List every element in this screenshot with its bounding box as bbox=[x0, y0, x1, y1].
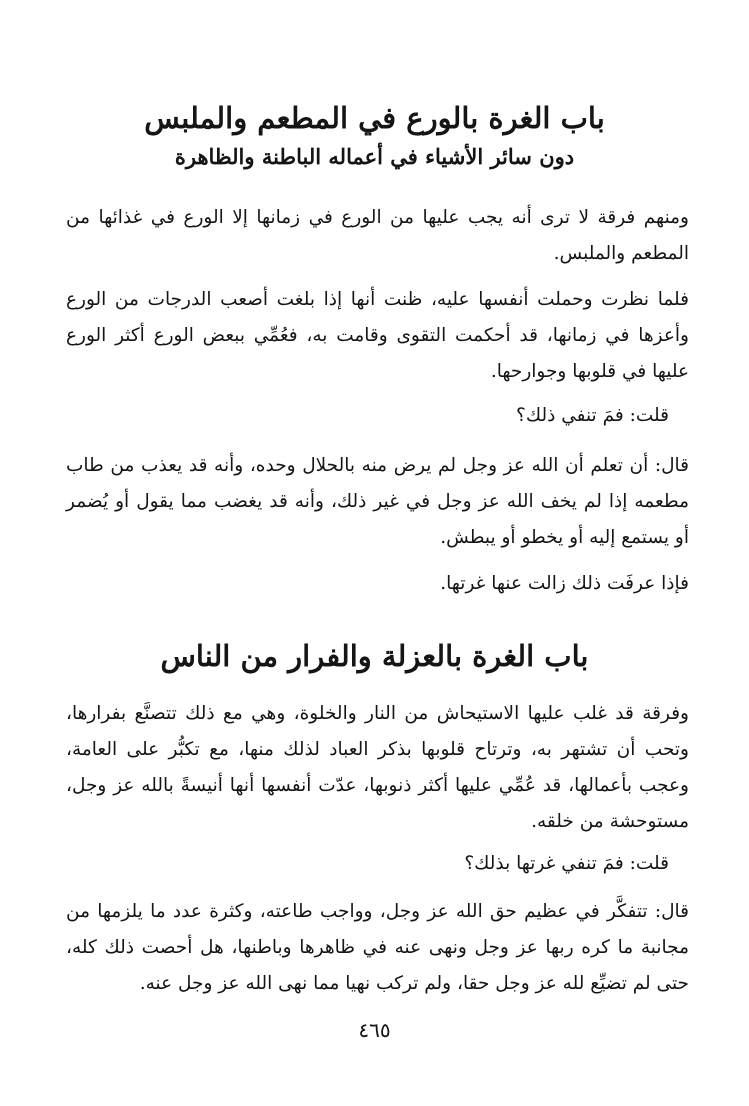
conclusion-line: فإذا عرفَت ذلك زالت عنها غرتها. bbox=[440, 573, 689, 594]
question-line-2: قلت: فمَ تنفي غرتها بذلك؟ bbox=[464, 853, 669, 874]
section-title-wara: باب الغرة بالورع في المطعم والملبس bbox=[144, 101, 605, 135]
paragraph-uzla: وفرقة قد غلب عليها الاستيحاش من النار والخلوة، وهي مع ذلك تتصنَّع بفرارها، وتحب أن تشتهر به، وترتاح قلوبها بذكر العباد لذلك منها، مع تكبُّر على العامة، وعجب بأعمالها، قد عُمِّي عليها أكثر ذنوبها، عدّت أنفسها أنها أنيسةً بالله عز وجل، مستوحشة من خلقه. bbox=[66, 703, 689, 832]
section-title-uzla: باب الغرة بالعزلة والفرار من الناس bbox=[160, 639, 589, 673]
question-line-1: قلت: فمَ تنفي ذلك؟ bbox=[516, 405, 669, 426]
paragraph-intro: ومنهم فرقة لا ترى أنه يجب عليها من الورع في زمانها إلا الورع في غذائها من المطعم والملبس. bbox=[66, 207, 689, 264]
answer-paragraph-2: قال: تتفكَّر في عظيم حق الله عز وجل، وواجب طاعته، وكثرة عدد ما يلزمها من مجانبة ما كره ربها عز وجل ونهى عنه في ظاهرها وباطنها، هل أحصت ذلك كله، حتى لم تضيِّع لله عز وجل حقا، ولم تركب نهيا مما نهى الله عز وجل عنه. bbox=[66, 901, 689, 994]
page-number: ٤٦٥ bbox=[358, 1018, 391, 1042]
paragraph-wara-detail: فلما نظرت وحملت أنفسها عليه، ظنت أنها إذا بلغت أصعب الدرجات من الورع وأعزها في زمانها، قد أحكمت التقوى وقامت به، فعُمِّي ببعض الورع أكثر الورع عليها في قلوبها وجوارحها. bbox=[66, 289, 689, 382]
section-subtitle-wara: دون سائر الأشياء في أعماله الباطنة والظاهرة bbox=[174, 144, 575, 169]
answer-paragraph-1: قال: أن تعلم أن الله عز وجل لم يرض منه بالحلال وحده، وأنه قد يعذب من طاب مطعمه إذا لم يخف الله عز وجل في غير ذلك، وأنه قد يغضب مما يقول أو يُضمر أو يستمع إليه أو يخطو أو يبطش. bbox=[66, 455, 689, 548]
